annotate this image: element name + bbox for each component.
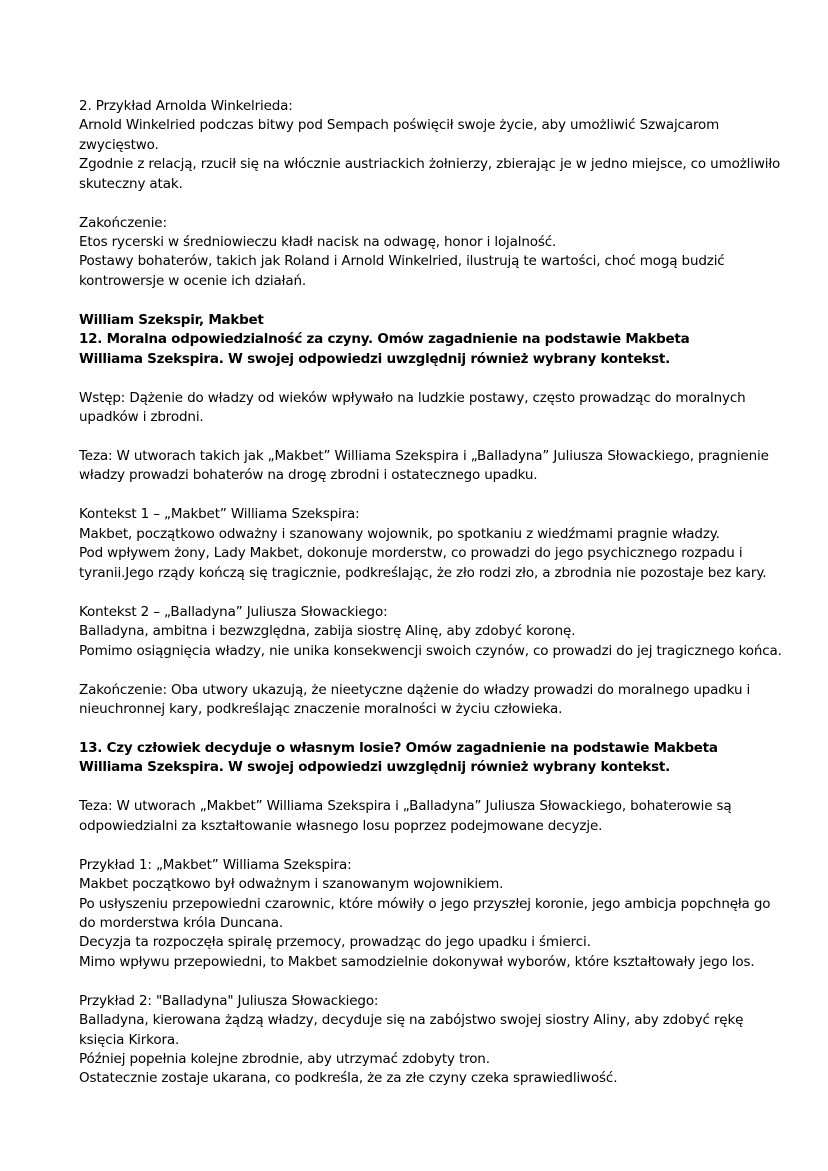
paragraph-gap (79, 836, 758, 856)
paragraph (79, 505, 767, 583)
paragraph-gap (79, 486, 758, 506)
paragraph-gap (79, 778, 758, 798)
text-line: nieuchronnej kary, podkreślając znaczenie moralności w życiu człowieka. (79, 700, 563, 717)
paragraph (79, 681, 758, 720)
paragraph-gap (79, 972, 758, 992)
paragraph (79, 97, 781, 194)
paragraph-gap (79, 583, 758, 603)
paragraph (79, 797, 758, 836)
text-line: Później popełnia kolejne zbrodnie, aby utrzymać zdobyty tron. (79, 1050, 490, 1067)
text-line: Makbet, początkowo odważny i szanowany wojownik, po spotkaniu z wiedźmami pragnie władzy. (79, 525, 720, 542)
text-line: Decyzja ta rozpoczęła spiralę przemocy, prowadząc do jego upadku i śmierci. (79, 934, 591, 951)
text-line: Etos rycerski w średniowieczu kładł nacisk na odwagę, honor i lojalność. (79, 234, 557, 251)
text-line: Wstęp: Dążenie do władzy od wieków wpływało na ludzkie postawy, często prowadząc do moralnych (79, 389, 746, 406)
paragraph-gap (79, 194, 758, 214)
paragraph (79, 389, 758, 428)
text-line: Zakończenie: (79, 214, 167, 231)
text-line: Balladyna, ambitna i bezwzględna, zabija siostrę Alinę, aby zdobyć koronę. (79, 623, 576, 640)
heading-line: Williama Szekspira. W swojej odpowiedzi uwzględnij również wybrany kontekst. (79, 759, 670, 776)
paragraph (79, 856, 771, 972)
heading-line: Williama Szekspira. W swojej odpowiedzi uwzględnij również wybrany kontekst. (79, 350, 670, 367)
paragraph (79, 447, 769, 486)
text-line: Po usłyszeniu przepowiedni czarownic, które mówiły o jego przyszłej koronie, jego ambicja popchnęła go (79, 895, 771, 912)
text-line: Zgodnie z relacją, rzucił się na włócznie austriackich żołnierzy, zbierając je w jedno miejsce, co umożliwiło (79, 156, 781, 173)
text-line: Arnold Winkelried podczas bitwy pod Sempach poświęcił swoje życie, aby umożliwić Szwajcarom (79, 117, 720, 134)
section-heading (79, 739, 758, 778)
text-line: do morderstwa króla Duncana. (79, 914, 283, 931)
text-line: Pomimo osiągnięcia władzy, nie unika konsekwencji swoich czynów, co prowadzi do jej tragicznego końca. (79, 642, 782, 659)
heading-line: 12. Moralna odpowiedzialność za czyny. Omów zagadnienie na podstawie Makbeta (79, 331, 690, 348)
text-line: zwycięstwo. (79, 136, 159, 153)
text-line: 2. Przykład Arnolda Winkelrieda: (79, 98, 293, 114)
text-line: kontrowersje w ocenie ich działań. (79, 272, 307, 289)
paragraph-gap (79, 369, 758, 389)
paragraph (79, 603, 782, 661)
paragraph-gap (79, 661, 758, 681)
text-line: odpowiedzialni za kształtowanie własnego losu poprzez podejmowane decyzje. (79, 817, 603, 834)
text-line: Teza: W utworach takich jak „Makbet” Williama Szekspira i „Balladyna” Juliusza Słowackiego, pragnienie (79, 448, 769, 465)
text-line: Makbet początkowo był odważnym i szanowanym wojownikiem. (79, 876, 504, 893)
text-line: Ostatecznie zostaje ukarana, co podkreśla, że za złe czyny czeka sprawiedliwość. (79, 1070, 618, 1087)
text-line: Przykład 2: "Balladyna" Juliusza Słowackiego: (79, 992, 379, 1009)
paragraph (79, 214, 758, 292)
text-line: Teza: W utworach „Makbet” Williama Szekspira i „Balladyna” Juliusza Słowackiego, bohaterowie są (79, 798, 732, 815)
paragraph (79, 992, 758, 1089)
heading-line: 13. Czy człowiek decyduje o własnym losie? Omów zagadnienie na podstawie Makbeta (79, 739, 718, 756)
text-line: Balladyna, kierowana żądzą władzy, decyduje się na zabójstwo swojej siostry Aliny, aby zdobyć rękę (79, 1012, 744, 1029)
text-line: skuteczny atak. (79, 175, 183, 192)
text-line: Pod wpływem żony, Lady Makbet, dokonuje morderstw, co prowadzi do jego psychicznego rozpadu i (79, 545, 743, 562)
text-line: tyranii.Jego rządy kończą się tragicznie, podkreślając, że zło rodzi zło, a zbrodnia nie pozostaje bez kary. (79, 564, 767, 581)
text-line: Postawy bohaterów, takich jak Roland i Arnold Winkelried, ilustrują te wartości, choć mogą budzić (79, 253, 725, 270)
text-line: Mimo wpływu przepowiedni, to Makbet samodzielnie dokonywał wyborów, które kształtowały jego los. (79, 953, 755, 970)
section-heading (79, 311, 758, 369)
text-line: Zakończenie: Oba utwory ukazują, że nieetyczne dążenie do władzy prowadzi do moralnego upadku i (79, 681, 751, 698)
text-line: Kontekst 1 – „Makbet” Williama Szekspira: (79, 506, 360, 523)
text-line: upadków i zbrodni. (79, 409, 204, 426)
text-line: księcia Kirkora. (79, 1031, 180, 1048)
text-line: Przykład 1: „Makbet” Williama Szekspira: (79, 856, 352, 873)
paragraph-gap (79, 291, 758, 311)
text-line: władzy prowadzi bohaterów na drogę zbrodni i ostatecznego upadku. (79, 467, 538, 484)
heading-line: William Szekspir, Makbet (79, 311, 264, 328)
document-body (79, 97, 782, 1089)
paragraph-gap (79, 427, 758, 447)
paragraph-gap (79, 719, 758, 739)
text-line: Kontekst 2 – „Balladyna” Juliusza Słowackiego: (79, 603, 388, 620)
